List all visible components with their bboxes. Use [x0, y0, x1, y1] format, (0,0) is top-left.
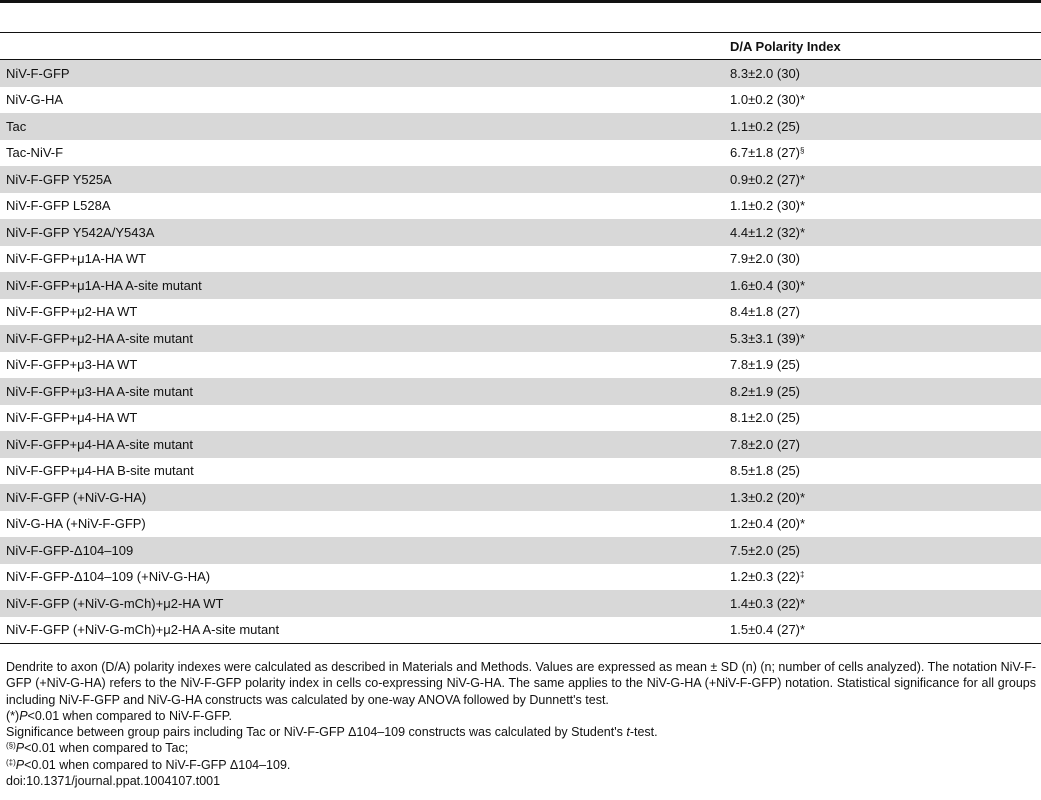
table-row: [0, 537, 1041, 564]
footnote-section-significance: [6, 740, 1036, 756]
polarity-index-value: 5.3±3.1 (39)*: [730, 330, 806, 346]
polarity-index-cell: [724, 352, 1041, 379]
footnote-star-label: (*): [6, 708, 20, 723]
construct-cell: NiV-F-GFP (+NiV-G-mCh)+μ2-HA WT: [0, 590, 724, 617]
polarity-index-cell: [724, 405, 1041, 432]
table-row: [0, 511, 1041, 538]
construct-cell: NiV-F-GFP Y542A/Y543A: [0, 219, 724, 246]
footnote-students-prefix: Significance between group pairs including Tac or NiV-F-GFP Δ104–109 constructs was calculated by Student's: [6, 725, 627, 740]
table-row: [0, 299, 1041, 326]
table-row: [0, 458, 1041, 485]
polarity-index-value: 7.8±1.9 (25): [730, 357, 801, 373]
polarity-index-value: 1.0±0.2 (30)*: [730, 92, 806, 108]
polarity-index-value: 1.2±0.3 (22): [730, 569, 801, 585]
table-row: [0, 166, 1041, 193]
polarity-index-cell: [724, 378, 1041, 405]
construct-cell: NiV-F-GFP+μ4-HA A-site mutant: [0, 431, 724, 458]
polarity-index-value: 4.4±1.2 (32)*: [730, 224, 806, 240]
construct-cell: NiV-F-GFP-Δ104–109 (+NiV-G-HA): [6, 569, 211, 585]
table-row: [0, 140, 1041, 167]
table-row: [0, 405, 1041, 432]
construct-cell: Tac: [0, 113, 724, 140]
significance-mark: ‡: [800, 570, 805, 580]
footnote-students-test: [6, 724, 1036, 740]
polarity-index-cell: [724, 87, 1041, 114]
construct-cell: NiV-F-GFP+μ1A-HA A-site mutant: [0, 272, 724, 299]
footnote-section-text: <0.01 when compared to Tac;: [24, 741, 189, 756]
construct-cell: Tac-NiV-F: [6, 145, 64, 161]
polarity-index-value: 0.9±0.2 (27)*: [730, 171, 806, 187]
table-row: [0, 352, 1041, 379]
polarity-index-value: 7.5±2.0 (25): [730, 542, 801, 558]
footnote-dagger-p: P: [15, 757, 25, 772]
table-row: [0, 325, 1041, 352]
polarity-index-cell: [724, 458, 1041, 485]
construct-cell: NiV-F-GFP: [0, 60, 724, 87]
polarity-index-cell: [724, 140, 1041, 167]
polarity-index-value: 8.5±1.8 (25): [730, 463, 801, 479]
table-row: [0, 378, 1041, 405]
polarity-index-cell: [724, 537, 1041, 564]
construct-cell: NiV-F-GFP+μ3-HA WT: [6, 357, 138, 373]
polarity-index-cell: [724, 113, 1041, 140]
table-row: [0, 193, 1041, 220]
footnote-students-suffix: -test.: [629, 725, 658, 740]
construct-cell: NiV-F-GFP+μ4-HA B-site mutant: [6, 463, 194, 479]
polarity-index-cell: [724, 299, 1041, 326]
construct-cell: NiV-F-GFP (+NiV-G-mCh)+μ2-HA A-site mutant: [0, 617, 724, 644]
footnote-dagger-label: (‡): [6, 757, 16, 767]
table-row: [0, 617, 1041, 644]
polarity-index-value: 8.3±2.0 (30): [730, 65, 801, 81]
polarity-index-cell: [724, 193, 1041, 220]
polarity-index-value: 7.9±2.0 (30): [730, 251, 801, 267]
table-row: [0, 113, 1041, 140]
polarity-index-value: 1.4±0.3 (22)*: [730, 595, 806, 611]
polarity-index-cell: [724, 60, 1041, 87]
polarity-index-value: 8.1±2.0 (25): [730, 410, 801, 426]
construct-cell: NiV-F-GFP+μ4-HA WT: [6, 410, 138, 426]
table-row: [0, 87, 1041, 114]
polarity-index-cell: [724, 246, 1041, 273]
polarity-index-cell: [724, 431, 1041, 458]
table-row: [0, 60, 1041, 87]
table-row: [0, 590, 1041, 617]
construct-cell: NiV-F-GFP-Δ104–109: [0, 537, 724, 564]
table-row: [0, 484, 1041, 511]
polarity-index-cell: [724, 590, 1041, 617]
polarity-index-value: 8.2±1.9 (25): [730, 383, 801, 399]
footnote-star-p: P: [19, 708, 28, 723]
polarity-index-value: 1.5±0.4 (27)*: [730, 622, 806, 638]
polarity-index-value: 1.2±0.4 (20)*: [730, 516, 806, 532]
table-caption-area: [0, 3, 1041, 33]
footnote-star-text: <0.01 when compared to NiV-F-GFP.: [27, 708, 232, 723]
construct-cell: NiV-F-GFP+μ2-HA WT: [6, 304, 138, 320]
table-body: [0, 60, 1041, 644]
footnote-section-label: (§): [6, 741, 16, 751]
polarity-index-cell: [724, 219, 1041, 246]
table-header-row: [0, 33, 1041, 60]
construct-cell: NiV-F-GFP Y525A: [0, 166, 724, 193]
table-row: [0, 564, 1041, 591]
construct-cell: NiV-F-GFP+μ3-HA A-site mutant: [0, 378, 724, 405]
doi-link[interactable]: doi:10.1371/journal.ppat.1004107.t001: [6, 774, 221, 789]
polarity-index-cell: [724, 484, 1041, 511]
polarity-index-value: 7.8±2.0 (27): [730, 436, 801, 452]
footnote-dunnett-significance: [6, 708, 1036, 724]
polarity-table: [0, 33, 1041, 644]
table-row: [0, 272, 1041, 299]
polarity-index-value: 1.3±0.2 (20)*: [730, 489, 806, 505]
footnote-section-p: P: [15, 741, 25, 756]
construct-cell: NiV-F-GFP (+NiV-G-HA): [0, 484, 724, 511]
column-header-construct: [0, 33, 724, 60]
polarity-index-value: 1.1±0.2 (30)*: [730, 198, 806, 214]
polarity-index-value: 6.7±1.8 (27): [730, 145, 801, 161]
footnote-dagger-text: <0.01 when compared to NiV-F-GFP Δ104–109.: [24, 757, 291, 772]
construct-cell: NiV-G-HA: [6, 92, 64, 108]
construct-cell: NiV-F-GFP L528A: [6, 198, 111, 214]
table-row: [0, 219, 1041, 246]
table-row: [0, 246, 1041, 273]
polarity-index-value: 1.6±0.4 (30)*: [730, 277, 806, 293]
polarity-index-cell: [724, 564, 1041, 591]
footnote-dagger-significance: [6, 757, 1036, 773]
table-row: [0, 431, 1041, 458]
polarity-index-value: 8.4±1.8 (27): [730, 304, 801, 320]
polarity-index-cell: [724, 325, 1041, 352]
polarity-index-cell: [724, 617, 1041, 644]
polarity-index-value: 1.1±0.2 (25): [730, 118, 801, 134]
polarity-index-cell: [724, 511, 1041, 538]
table-footnotes: [6, 659, 1036, 789]
footnote-students-t: t: [626, 725, 630, 740]
polarity-index-cell: [724, 272, 1041, 299]
construct-cell: NiV-F-GFP+μ2-HA A-site mutant: [0, 325, 724, 352]
footnote-main: Dendrite to axon (D/A) polarity indexes were calculated as described in Materials and Methods. Values are expressed as mean ± SD (n) (n; number of cells analyzed). The notation NiV-F-GFP (+NiV-G-HA) refers to the NiV-F-GFP polarity index in cells co-expressing NiV-G-HA. The same applies to the NiV-G-HA (+NiV-F-GFP) notation. Statistical significance for all groups including NiV-F-GFP and NiV-G-HA constructs was calculated by one-way ANOVA followed by Dunnett's test.: [6, 660, 1036, 707]
construct-cell: NiV-G-HA (+NiV-F-GFP): [6, 516, 146, 532]
column-header-polarity-index: D/A Polarity Index: [724, 33, 1041, 60]
polarity-index-cell: [724, 166, 1041, 193]
construct-cell: NiV-F-GFP+μ1A-HA WT: [6, 251, 147, 267]
significance-mark: §: [800, 146, 805, 156]
